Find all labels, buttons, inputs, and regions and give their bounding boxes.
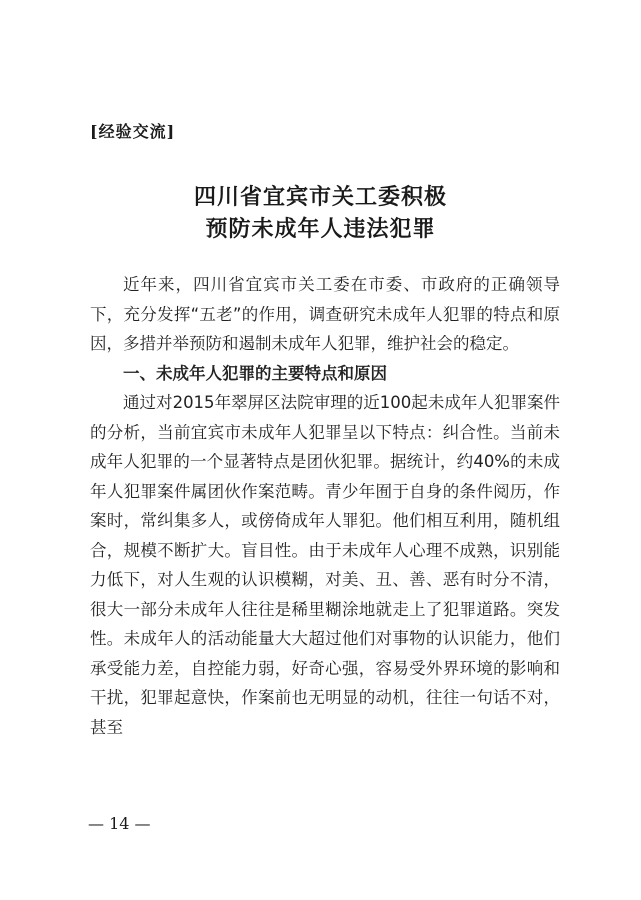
article-title-line-2: 预防未成年人违法犯罪 bbox=[205, 216, 436, 242]
paragraph-analysis: 通过对2015年翠屏区法院审理的近100起未成年人犯罪案件的分析，当前宜宾市未成年人犯罪呈以下特点：纠合性。当前未成年人犯罪的一个显著特点是团伙犯罪。据统计，约40%的未成年人犯罪案件属团伙作案范畴。青少年囿于自身的条件阅历，作案时，常纠集多人，或傍倚成年人罪犯。他们相互利用，随机组合，规模不断扩大。盲目性。由于未成年人心理不成熟，识别能力低下，对人生观的认识模糊，对美、丑、善、恶有时分不清，很大一部分未成年人往往是稀里糊涂地就走上了犯罪道路。突发性。未成年人的活动能量大大超过他们对事物的认识能力，他们承受能力差，自控能力弱，好奇心强，容易受外界环境的影响和干扰，犯罪起意快，作案前也无明显的动机，往往一句话不对，甚至 bbox=[90, 393, 560, 737]
paragraph-intro: 近年来，四川省宜宾市关工委在市委、市政府的正确领导下，充分发挥“五老”的作用，调查研究未成年人犯罪的特点和原因，多措并举预防和遏制未成年人犯罪，维护社会的稳定。 bbox=[90, 275, 560, 353]
article-body bbox=[90, 270, 560, 742]
page-number: — 14 — bbox=[88, 814, 151, 833]
article-title-line-1: 四川省宜宾市关工委积极 bbox=[193, 184, 447, 210]
column-tag: [经验交流] bbox=[90, 122, 176, 141]
section-heading: 一、未成年人犯罪的主要特点和原因 bbox=[123, 363, 387, 383]
